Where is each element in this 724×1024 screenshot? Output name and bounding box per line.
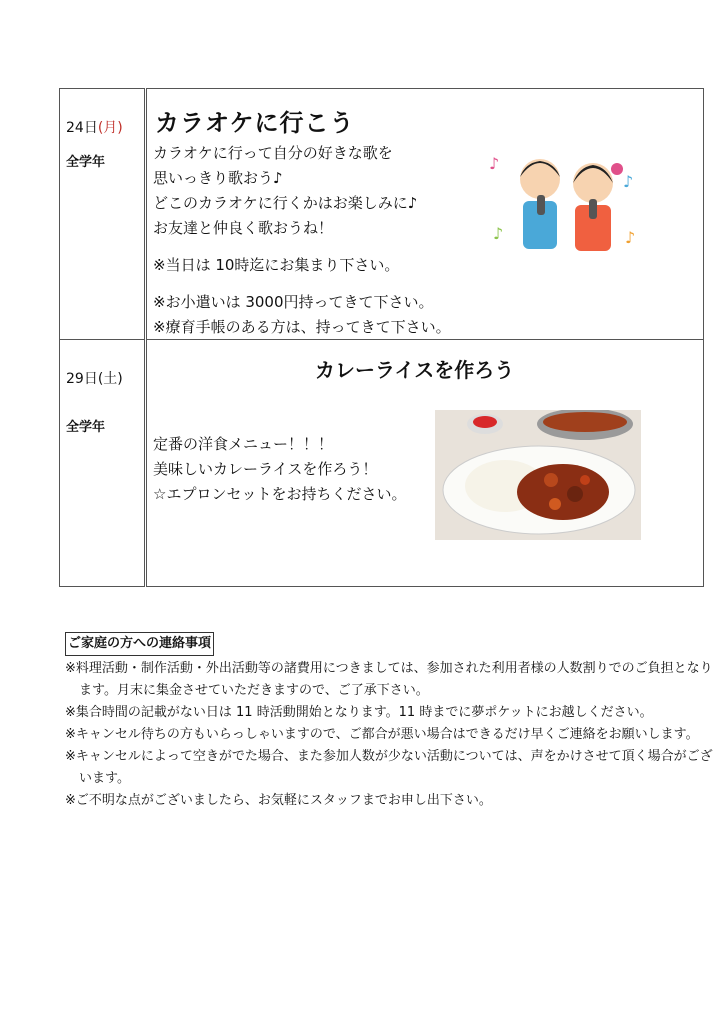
desc-line: カラオケに行って自分の好きな歌を xyxy=(153,144,393,162)
curry-rice-photo xyxy=(435,410,641,540)
date-label xyxy=(66,368,144,388)
desc-line: 思いっきり歌おう♪ xyxy=(153,169,283,187)
activity-cell xyxy=(146,89,704,340)
activity-description xyxy=(153,432,406,507)
music-note-icon: ♪ xyxy=(625,228,636,247)
schedule-row xyxy=(60,89,704,340)
music-note-icon: ♪ xyxy=(623,172,634,191)
activity-cell xyxy=(146,340,704,587)
grade-label: 全学年 xyxy=(66,420,106,435)
desc-line: 定番の洋食メニュー！！！ xyxy=(153,435,334,453)
notes-section xyxy=(65,632,715,812)
date-text: 24日 xyxy=(66,120,98,136)
karaoke-kids-illustration xyxy=(485,147,645,257)
activity-description xyxy=(153,141,451,340)
spacer xyxy=(153,241,451,253)
grade-label: 全学年 xyxy=(66,155,106,170)
note-item: ※ご不明な点がございましたら、お気軽にスタッフまでお申し出下さい。 xyxy=(65,793,492,808)
desc-line: ☆エプロンセットをお持ちください。 xyxy=(153,485,407,503)
date-cell xyxy=(60,340,146,587)
music-note-icon: ♪ xyxy=(489,154,500,173)
schedule-table xyxy=(59,88,704,587)
note-item: ※キャンセルによって空きがでた場合、また参加人数が少ない活動については、声をかけさせて頂く場合がございます。 xyxy=(65,749,713,786)
activity-title: カレーライスを作ろう xyxy=(315,358,515,382)
desc-line: ※療育手帳のある方は、持ってきて下さい。 xyxy=(153,318,451,336)
desc-line: お友達と仲良く歌おうね！ xyxy=(153,219,334,237)
desc-line: どこのカラオケに行くかはお楽しみに♪ xyxy=(153,194,418,212)
day-of-week: (土) xyxy=(97,371,123,387)
date-label xyxy=(66,117,144,137)
desc-line: ※お小遣いは 3000円持ってきて下さい。 xyxy=(153,293,434,311)
note-item: ※料理活動・制作活動・外出活動等の諸費用につきましては、参加された利用者様の人数割りでのご負担となります。月末に集金させていただきますので、ご了承下さい。 xyxy=(65,661,713,698)
notes-heading: ご家庭の方への連絡事項 xyxy=(65,632,214,656)
desc-line: 美味しいカレーライスを作ろう！ xyxy=(153,460,378,478)
spacer xyxy=(153,278,451,290)
note-item: ※キャンセル待ちの方もいらっしゃいますので、ご都合が悪い場合はできるだけ早くご連絡をお願いします。 xyxy=(65,727,699,742)
date-text: 29日 xyxy=(66,371,98,387)
music-note-icon: ♪ xyxy=(493,224,504,243)
activity-title: カラオケに行こう xyxy=(155,109,355,137)
note-item: ※集合時間の記載がない日は 11 時活動開始となります。11 時までに夢ポケットにお越しください。 xyxy=(65,705,653,720)
date-cell xyxy=(60,89,146,340)
day-of-week: (月) xyxy=(97,120,123,136)
desc-line: ※当日は 10時迄にお集まり下さい。 xyxy=(153,256,400,274)
schedule-row xyxy=(60,340,704,587)
